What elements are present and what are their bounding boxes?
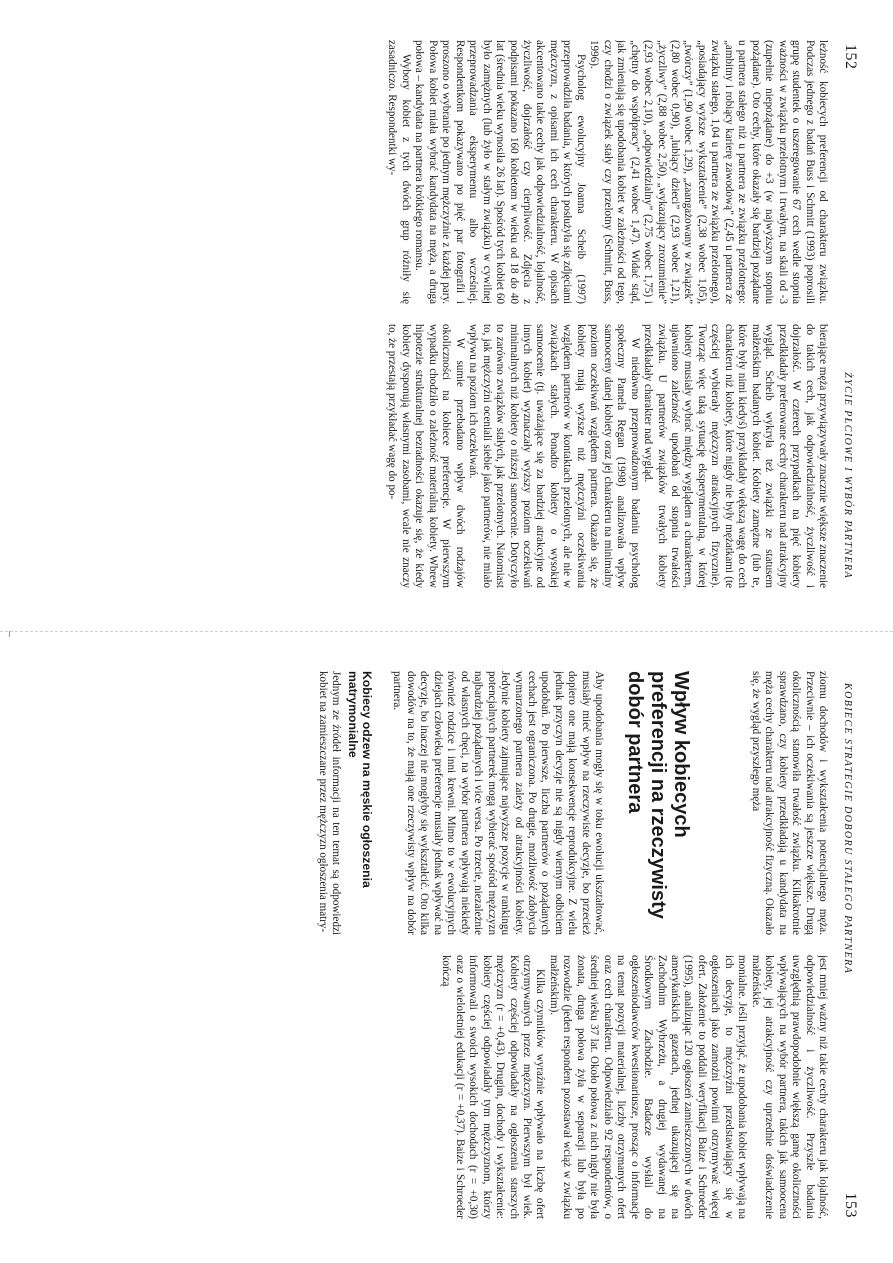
right-page	[0, 631, 893, 1262]
section-heading: Wpływ kobiecych preferencji na rzeczywisty dobór partnera	[624, 671, 693, 919]
paragraph: ziomu dochodów i wykształcenia potencjalnego męża. Przeciwnie – ich oczekiwania są jeszcze większe. Drugą okolicznością stanowiła trwałość związku. Kilkakrotnie sprawdzano, czy kobiety przedkładają u kandydata na męża cechy charakteru nad atrakcyjność fizyczną. Okazało się, że wygląd przyszłego męża	[749, 671, 829, 935]
left-page	[0, 0, 893, 631]
right-column-2	[17, 955, 829, 1219]
paragraph: leżność kobiecych preferencji od charakteru związku. Podczas jednego z badań Buss i Schmitt (1993) poprosili grupę studentek o uszeregowanie 67 cech wedle stopnia ważności w związku przelotnym i trwałym, na skali od -3 (zupełnie niepożądane) do +3 (w najwyższym stopniu pożądane). Oto cechy, które okazały się bardziej pożądane u partnera stałego niż u partnera ze związku przelotnego: „ambitny i robiący karierę zawodową” (2,45 u partnera ze związku stałego, 1,04 u partnera ze związku przelotnego), „posiadający wyższe wykształcenie” (2,38 wobec 1,05), „twórczy” (1,90 wobec 1,29), „zaangażowany w związek” (2,80 wobec 0,90), „lubiący dzieci” (2,93 wobec 1,21), „życzliwy” (2,88 wobec 2,50), „wykazujący zrozumienie” (2,93 wobec 2,10), „odpowiedzialny” (2,75 wobec 1,75) i „chętny do współpracy” (2,41 wobec 1,47). Widać stąd, jak zmieniają się upodobania kobiet w zależności od tego, czy chodzi o związek stały czy przelotny (Schmitt, Buss, 1996).	[588, 40, 829, 304]
left-column-1	[17, 40, 829, 304]
running-head-left: ŻYCIE PŁCIOWE I WYBÓR PARTNERA	[842, 372, 853, 579]
right-column-1	[17, 671, 829, 935]
paragraph: Kilka czynników wyraźnie wpływało na liczbę ofert otrzymywanych przez mężczyzn. Pierwszym był wiek. Kobiety częściej odpowiadały na ogłoszenia starszych mężczyzn (r = +0,43). Drugim, dochody i wykształcenie: kobiety częściej odpowiadały tym mężczyznom, którzy informowali o swoich wysokich dochodach (r = +0,30) oraz o wieloletniej edukacji (r = +0,37). Baize i Schroeder kończą	[440, 955, 547, 1219]
paragraph: W niedawno przeprowadzonym badaniu psycholog społeczny Pamela Regan (1998) analizowała wpływ samooceny danej kobiety oraz jej charakteru na minimalny poziom oczekiwań względem partnera. Okazało się, że kobiety mają wyższe niż mężczyźni oczekiwania względem partnerów w kontaktach przelotnych, ale nie w związkach stałych. Ponadto kobiety o wysokiej samoocenie (tj. uważające się za bardziej atrakcyjne od innych kobiet) wyznaczały wyższy poziom oczekiwań minimalnych niż kobiety o niższej samoocenie. Dotyczyło to zarówno związków stałych, jak przelotnych. Natomiast to, jak mężczyźni oceniali siebie jako partnerów, nie miało wpływu na poziom ich oczekiwań.	[467, 324, 641, 588]
subsection-heading: Kobiecy odzew na męskie ogłoszenia matrymonialne	[346, 671, 375, 888]
page-number-right: 153	[842, 1192, 859, 1218]
paragraph: Wybory kobiet z tych dwóch grup różniły się zasadniczo. Respondentki wy-	[386, 40, 412, 304]
paragraph: bierające męża przywiązywały znacznie większe znaczenie do takich cech, jak odpowiedzialność, życzliwość i dojrzałość. W czterech przypadkach na pięć kobiety przedkładały preferowane cechy charakteru nad atrakcyjny wygląd. Scheib wykryła też związki ze statusem małżeńskim badanych kobiet. Kobiety zamężne (lub te, które były nimi kiedyś) przykładały większą wagę do cech charakteru niż kobiety, które nigdy nie były mężatkami (te częściej wybierały mężczyzn atrakcyjnych fizycznie). Tworząc więc taką sytuację eksperymentalną, w której kobiety musiały wybrać między wyglądem a charakterem, ujawniono zależność upodobań od stopnia trwałości związku. U partnerów związków trwałych kobiety przedkładały charakter nad wygląd.	[642, 324, 829, 588]
paragraph: monialne. Jeśli przyjąć, że upodobania kobiet wpływają na ich decyzje, to mężczyźni przedstawiający się w ogłoszeniach jako zamożni powinni otrzymywać więcej ofert. Założenie to poddali weryfikacji Baize i Schroeder (1995), analizując 120 ogłoszeń zamieszczonych w dwóch amerykańskich gazetach, jednej ukazującej się na Zachodnim Wybrzeżu, a drugiej wydawanej na Środkowym Zachodzie. Badacze wysłali do ogłoszeniodawców kwestionariusze, prosząc o informacje na temat pozycji materialnej, liczby otrzymanych ofert oraz cech charakteru. Odpowiedziało 92 respondentów, o średniej wieku 37 lat. Około połowa z nich nigdy nie była żonata, druga połowa żyła w separacji lub była po rozwodzie (jeden respondent pozostawał wciąż w związku małżeńskim).	[547, 955, 749, 1219]
left-page-columns	[17, 40, 829, 588]
paragraph: Jednym ze źródeł informacji na ten temat są odpowiedzi kobiet na zamieszczane przez mężczyzn ogłoszenia matry-	[316, 671, 343, 935]
left-column-2	[17, 324, 829, 588]
running-head-right: KOBIECE STRATEGIE DOBORU STAŁEGO PARTNERA	[842, 683, 853, 975]
right-page-columns	[17, 671, 829, 1219]
paragraph: Psycholog ewolucyjny Joanna Scheib (1997) przeprowadziła badania, w których posłużyła się zdjęciami mężczyzn, z opisami ich cech charakteru. W opisach akcentowano takie cechy jak odpowiedzialność, lojalność, życzliwość, dojrzałość czy cierpliwość. Zdjęcia z podpisami pokazano 160 kobietom w wieku od 18 do 40 lat (średnia wieku wynosiła 26 lat). Spośród tych kobiet 60 było zamężnych (lub żyło w stałym związku) w cywilnej przeprowadzania eksperymentu albo wcześniej. Respondentkom pokazywano po pięć par fotografii i proszono o wybranie po jednym mężczyźnie z każdej pary. Połowa kobiet miała wybrać kandydata na męża, a druga połowa – kandydata na partnera krótkiego romansu.	[413, 40, 587, 304]
paragraph: jest mniej ważny niż takie cechy charakteru jak lojalność, odpowiedzialność i życzliwość. Przyszłe badania uwzględnią prawdopodobnie większą gamę okoliczności wpływających na wybór partnera, takich jak samoocena kobiety, jej atrakcyjność czy uprzednie doświadczenie małżeńskie.	[749, 955, 829, 1219]
page-number-left: 152	[842, 44, 859, 70]
paragraph: Aby upodobania mogły się w toku ewolucji ukształtować, musiały mieć wpływ na rzeczywiste decyzje, bo przecież dopiero one mają konsekwencje reprodukcyjne. Z wielu jednak przyczyn decyzje nie są nigdy wiernym odbiciem upodobań. Po pierwsze, liczba partnerów o pożądanych cechach jest ograniczona. Po drugie, możliwość zdobycia wymarzonego partnera zależy od atrakcyjności kobiety. Jedynie kobiety zajmujące najwyższe pozycje w rankingu potencjalnych partnerek mogą wybierać spośród mężczyzn najbardziej pożądanych i vice versa. Po trzecie, niezależnie od własnych chęci, na wybór partnera wpływają niekiedy również rodzice i inni krewni. Mimo to w ewolucyjnych dziejach człowieka preferencje musiały jednak wpływać na decyzje, bo inaczej nie mogłyby się wykształcić. Oto kilka dowodów na to, że mają one rzeczywisty wpływ na dobór partnera.	[391, 671, 606, 935]
paragraph: W sumie przebadano wpływ dwóch rodzajów okoliczności na kobiece preferencje. W pierwszym wypadku chodziło o zależność materialną kobiety. Wbrew hipotezie strukturalnej bezradności okazuje się, że kiedy kobiety dysponują własnymi zasobami, wcale nie znaczy to, że przestają przykładać wagę do po-	[386, 324, 466, 588]
